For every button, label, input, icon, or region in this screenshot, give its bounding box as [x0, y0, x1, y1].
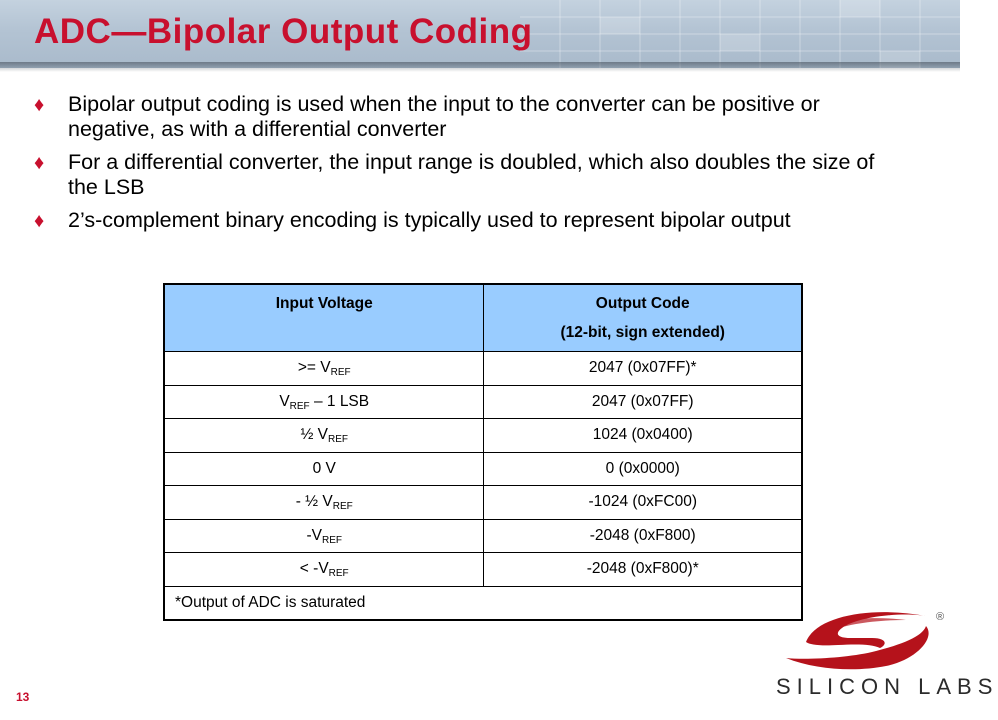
table-footnote: *Output of ADC is saturated: [164, 586, 802, 620]
table-row: [164, 385, 802, 419]
input-voltage-cell: 0 V: [164, 452, 484, 486]
table-row: [164, 519, 802, 553]
bullet-text: 2’s-complement binary encoding is typically used to represent bipolar output: [68, 208, 791, 232]
output-code-cell: 2047 (0x07FF): [484, 385, 802, 419]
diamond-bullet-icon: ♦: [34, 210, 45, 232]
input-voltage-cell: $V_{REF} - 1$ LSB: [164, 385, 484, 419]
table-row: [164, 486, 802, 520]
table-body: [164, 352, 802, 621]
table-row: [164, 452, 802, 486]
output-coding-table: [163, 283, 803, 621]
bullet-text: Bipolar output coding is used when the input to the converter can be positive or negative, as with a differential converter: [68, 92, 820, 141]
silicon-labs-logo: [776, 608, 998, 712]
output-code-cell: -2048 (0xF800): [484, 519, 802, 553]
bullet-text: For a differential converter, the input range is doubled, which also doubles the size of the LSB: [68, 150, 875, 199]
logo-wordmark: SILICON LABS: [776, 674, 998, 699]
output-code-cell: -2048 (0xF800)*: [484, 553, 802, 587]
bullet-list: [30, 92, 910, 241]
page-number: 13: [16, 690, 30, 704]
input-voltage-cell: - ½ $V_{REF}$: [164, 486, 484, 520]
table-row: [164, 419, 802, 453]
table-footnote-row: [164, 586, 802, 620]
bullet-item: [30, 92, 910, 142]
output-code-cell: 1024 (0x0400): [484, 419, 802, 453]
diamond-bullet-icon: ♦: [34, 94, 45, 116]
svg-text:®: ®: [936, 611, 945, 623]
input-voltage-cell: >= $V_{REF}$: [164, 352, 484, 386]
bullet-item: [30, 208, 910, 233]
logo-swoosh-icon: [776, 608, 952, 674]
input-voltage-cell: < $-V_{REF}$: [164, 553, 484, 587]
output-code-cell: -1024 (0xFC00): [484, 486, 802, 520]
table-header-row: [164, 284, 802, 352]
input-voltage-cell: ½ $V_{REF}$: [164, 419, 484, 453]
output-code-cell: 2047 (0x07FF)*: [484, 352, 802, 386]
bullet-item: [30, 150, 910, 200]
header-output-code: Output Code (12-bit, sign extended): [484, 284, 802, 352]
header-grid-decoration: [520, 0, 960, 68]
table-row: [164, 553, 802, 587]
output-code-cell: 0 (0x0000): [484, 452, 802, 486]
diamond-bullet-icon: ♦: [34, 152, 45, 174]
table-row: [164, 352, 802, 386]
title-banner-shadow: [0, 62, 960, 72]
input-voltage-cell: $-V_{REF}$: [164, 519, 484, 553]
title-banner: [0, 0, 960, 68]
slide-title: ADC—Bipolar Output Coding: [34, 12, 533, 51]
header-input-voltage: Input Voltage: [164, 284, 484, 352]
